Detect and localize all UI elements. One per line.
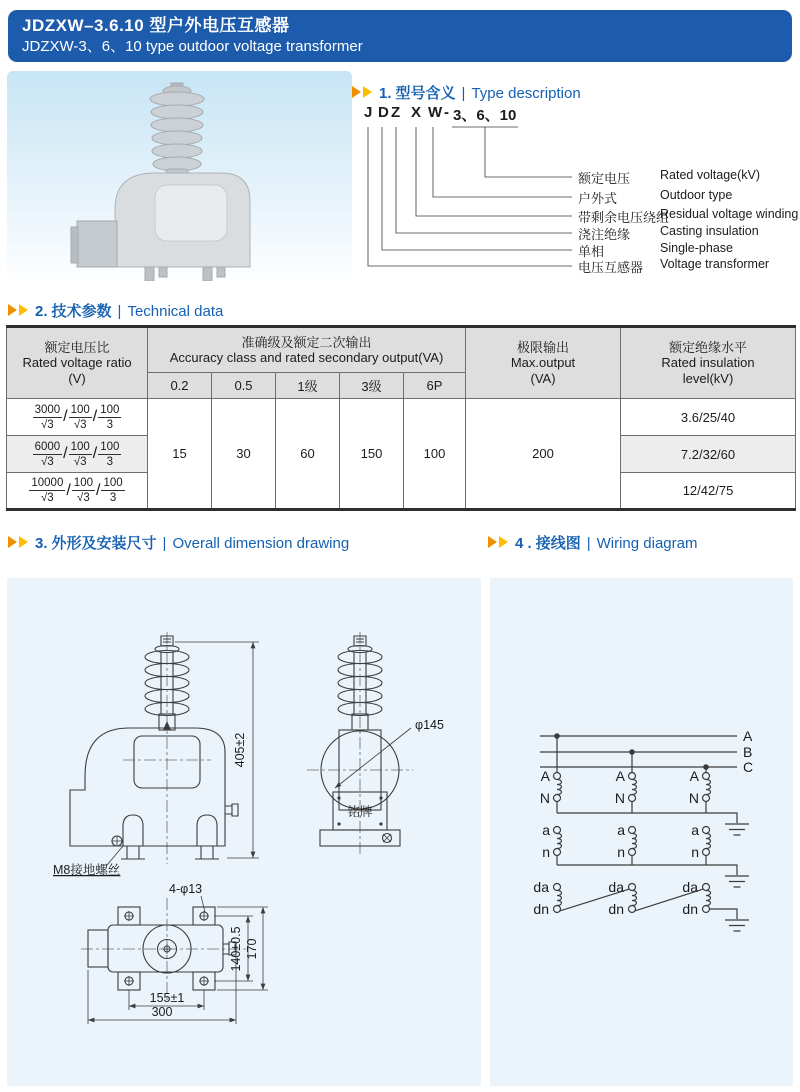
- page-title-zh: JDZXW–3.6.10 型户外电压互感器: [22, 16, 290, 35]
- section-title-zh: 接线图: [535, 535, 581, 552]
- terminal-label: a: [617, 822, 625, 838]
- photo-terminal-box: [77, 221, 117, 267]
- technical-data-table: [6, 325, 796, 511]
- bus-label: C: [743, 759, 754, 775]
- type-code-label-zh: 浇注绝缘: [578, 227, 631, 242]
- open-delta-links: [560, 889, 703, 911]
- section-arrow-icon: [499, 536, 508, 548]
- winding-column: [689, 768, 711, 813]
- section-title-zh: 技术参数: [51, 303, 112, 320]
- section-arrow-icon: [352, 86, 361, 98]
- front-view: [307, 632, 444, 856]
- type-code-letter: 3、6、10: [453, 107, 517, 124]
- section-number: 3.: [35, 535, 48, 552]
- type-code-label-en: Single-phase: [660, 241, 733, 255]
- table-row: [7, 399, 796, 436]
- diameter-dimension: φ145: [415, 718, 444, 732]
- terminal-label: da: [682, 879, 698, 895]
- accuracy-class-header: 6P: [404, 373, 466, 399]
- accuracy-class-header: 3级: [340, 373, 404, 399]
- accuracy-value-cell: 150: [340, 399, 404, 510]
- section-arrow-icon: [363, 86, 372, 98]
- accuracy-value-cell: 100: [404, 399, 466, 510]
- type-code-label-en: Casting insulation: [660, 224, 759, 238]
- section-title-en: Technical data: [127, 303, 224, 320]
- winding-column: [691, 822, 710, 865]
- insulation-cell: 12/42/75: [621, 473, 796, 510]
- residual-windings: [533, 879, 749, 931]
- col-header-ratio: 额定电压比 Rated voltage ratio (V): [7, 327, 148, 399]
- transformer-photo-illustration: [7, 71, 352, 281]
- ground-symbol: [725, 876, 749, 887]
- type-code-label-zh: 户外式: [578, 191, 618, 206]
- section-4-heading: [488, 532, 697, 553]
- accuracy-value-cell: 60: [276, 399, 340, 510]
- type-code-label-zh: 单相: [578, 244, 605, 259]
- page-title-en: JDZXW-3、6、10 type outdoor voltage transformer: [22, 38, 363, 55]
- terminal-label: da: [533, 879, 549, 895]
- type-code-label-zh: 额定电压: [578, 171, 631, 186]
- holes-dimension: 4-φ13: [169, 882, 203, 896]
- type-code-letter: D: [378, 104, 389, 121]
- top-body-outline: [108, 925, 223, 972]
- section-title-zh: 型号含义: [395, 85, 456, 102]
- section-number: 4 .: [515, 535, 532, 552]
- bus-label: B: [743, 744, 753, 760]
- depth-140-dimension: 140±0.5: [229, 926, 243, 972]
- section-separator: |: [162, 535, 167, 552]
- insulation-cell: 7.2/32/60: [621, 436, 796, 473]
- type-code-label-en: Voltage transformer: [660, 257, 770, 271]
- type-code-letter: W: [428, 104, 443, 121]
- accuracy-value-cell: 15: [148, 399, 212, 510]
- ratio-cell: $\frac{3000}{√3}$ / $\frac{100}{√3}$ / $\frac{100}{3}$: [7, 399, 148, 436]
- col-header-max-output: 极限输出 Max.output (VA): [466, 327, 621, 399]
- bus-label: A: [743, 728, 753, 744]
- height-dimension: 405±2: [233, 732, 247, 768]
- section-number: 1.: [379, 85, 392, 102]
- terminal-label: n: [542, 844, 550, 860]
- max-output-cell: 200: [466, 399, 621, 510]
- side-foot: [195, 815, 219, 859]
- section-separator: |: [461, 85, 466, 102]
- terminal-label: A: [540, 768, 550, 784]
- type-code-label-zh: 带剩余电压绕组: [578, 210, 670, 225]
- section-title-zh: 外形及安装尺寸: [51, 535, 157, 552]
- terminal-label: N: [614, 790, 625, 806]
- accuracy-value-cell: 30: [212, 399, 276, 510]
- type-code-label-en: Outdoor type: [660, 188, 733, 202]
- dimension-drawing: [7, 578, 481, 1086]
- side-body-outline: [70, 728, 225, 846]
- winding-column: [533, 879, 561, 917]
- type-code-letter: X: [411, 104, 422, 121]
- winding-column: [540, 768, 562, 813]
- terminal-label: n: [691, 844, 699, 860]
- section-number: 2.: [35, 303, 48, 320]
- side-foot: [121, 815, 145, 859]
- section-title-en: Wiring diagram: [596, 535, 698, 552]
- section-3-heading: [8, 532, 349, 553]
- type-code-label-en: Residual voltage winding: [660, 207, 799, 221]
- section-2-heading: [8, 300, 223, 321]
- winding-column: [615, 768, 637, 813]
- terminal-label: N: [539, 790, 550, 806]
- product-photo: [7, 71, 352, 281]
- winding-column: [682, 879, 710, 917]
- terminal-label: dn: [533, 901, 549, 917]
- section-separator: |: [586, 535, 591, 552]
- wiring-diagram-panel: [490, 578, 793, 1086]
- depth-170-dimension: 170: [245, 938, 259, 960]
- section-arrow-icon: [8, 536, 17, 548]
- terminal-label: dn: [682, 901, 698, 917]
- accuracy-class-header: 1级: [276, 373, 340, 399]
- section-separator: |: [117, 303, 122, 320]
- ratio-cell: $\frac{10000}{√3}$ / $\frac{100}{√3}$ / $\frac{100}{3}$: [7, 473, 148, 510]
- ground-symbol: [725, 824, 749, 835]
- terminal-label: a: [542, 822, 550, 838]
- col-header-accuracy: 准确级及额定二次输出 Accuracy class and rated secondary output(VA): [148, 327, 466, 373]
- top-terminal-box: [88, 930, 108, 967]
- width-300-dimension: 300: [151, 1005, 173, 1019]
- primary-windings: [540, 768, 749, 835]
- accuracy-class-header: 0.2: [148, 373, 212, 399]
- type-code-label-zh: 电压互感器: [578, 260, 644, 275]
- nameplate-label: 铭牌: [347, 805, 373, 819]
- top-mounting-tabs: [118, 907, 215, 990]
- terminal-label: A: [689, 768, 699, 784]
- page-header: [8, 10, 792, 62]
- winding-column: [542, 822, 561, 865]
- bus-lines: [540, 728, 753, 775]
- m8-label: M8接地螺丝: [53, 863, 121, 877]
- insulation-cell: 3.6/25/40: [621, 399, 796, 436]
- winding-column: [617, 822, 636, 865]
- terminal-label: A: [615, 768, 625, 784]
- terminal-label: N: [688, 790, 699, 806]
- top-view: [81, 882, 268, 1024]
- winding-column: [608, 879, 636, 917]
- side-view: [53, 632, 259, 877]
- type-code-label-en: Rated voltage(kV): [660, 168, 761, 182]
- width-155-dimension: 155±1: [149, 991, 185, 1005]
- section-title-en: Overall dimension drawing: [172, 535, 350, 552]
- type-code-letter: Z: [391, 104, 401, 121]
- terminal-label: da: [608, 879, 624, 895]
- ratio-cell: $\frac{6000}{√3}$ / $\frac{100}{√3}$ / $\frac{100}{3}$: [7, 436, 148, 473]
- section-arrow-icon: [19, 536, 28, 548]
- secondary-windings: [542, 822, 749, 887]
- terminal-label: a: [691, 822, 699, 838]
- dimension-drawing-panel: [7, 578, 481, 1086]
- section-arrow-icon: [19, 304, 28, 316]
- type-code-letter: -: [444, 104, 449, 121]
- wiring-diagram: [490, 578, 793, 1086]
- type-code-letter: J: [364, 104, 373, 121]
- section-arrow-icon: [488, 536, 497, 548]
- section-arrow-icon: [8, 304, 17, 316]
- photo-feet: [145, 267, 225, 281]
- ground-symbol: [725, 920, 749, 931]
- terminal-label: n: [617, 844, 625, 860]
- side-secondary-terminal: [225, 804, 238, 816]
- section-title-en: Type description: [471, 85, 581, 102]
- terminal-label: dn: [608, 901, 624, 917]
- col-header-insulation: 额定绝缘水平 Rated insulation level(kV): [621, 327, 796, 399]
- accuracy-class-header: 0.5: [212, 373, 276, 399]
